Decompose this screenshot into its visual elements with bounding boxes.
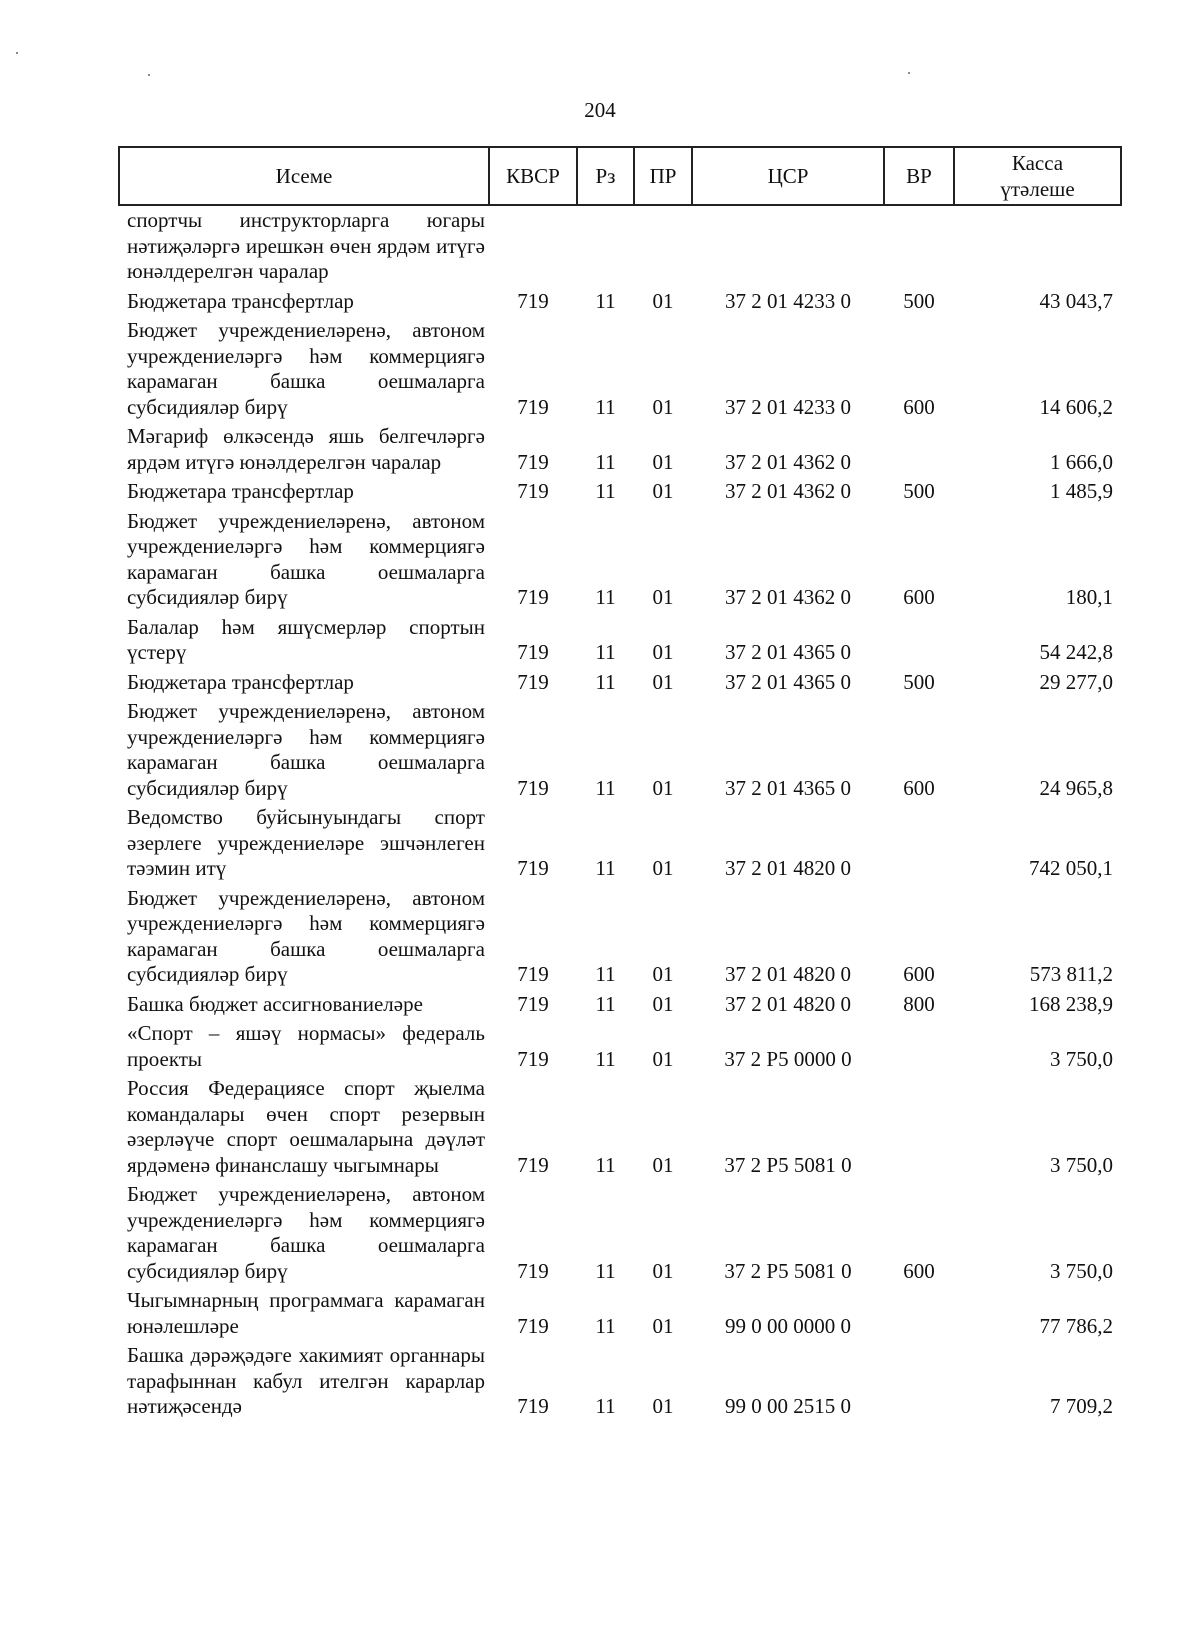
table-row bbox=[119, 670, 1121, 700]
cell-sum: 3 750,0 bbox=[1050, 1152, 1113, 1177]
cell-name: Бюджет учреждениеләренә, автоном учреждениеләргә һәм коммерциягә карамаган башка оешмаларга субсидияләр бирү bbox=[127, 508, 485, 609]
cell-csr: 37 2 01 4365 0 bbox=[725, 669, 851, 694]
cell-sum: 573 811,2 bbox=[1029, 962, 1113, 986]
table-row bbox=[119, 1343, 1121, 1424]
cell-csr: 37 2 01 4362 0 bbox=[725, 449, 851, 474]
cell-pr: 01 bbox=[652, 1152, 674, 1177]
cell-csr: 37 2 01 4233 0 bbox=[725, 394, 851, 419]
cell-vr: 600 bbox=[903, 962, 935, 986]
cell-pr: 01 bbox=[652, 1394, 674, 1418]
cell-sum: 14 606,2 bbox=[1039, 394, 1113, 419]
table-row bbox=[119, 479, 1121, 509]
cell-name: «Спорт – яшәү нормасы» федераль проекты bbox=[127, 1021, 485, 1071]
cell-pr: 01 bbox=[652, 991, 674, 1016]
cell-rz: 11 bbox=[595, 991, 616, 1016]
cell-name: Балалар һәм яшүсмерләр спортын үстерү bbox=[127, 614, 485, 664]
cell-vr: 800 bbox=[903, 991, 935, 1016]
cell-sum: 1 485,9 bbox=[1050, 479, 1113, 503]
cell-pr: 01 bbox=[652, 449, 674, 474]
cell-vr: 500 bbox=[903, 288, 935, 313]
cell-kvsr: 719 bbox=[517, 288, 549, 313]
header-sum-line2: үтәлеше bbox=[1000, 177, 1075, 201]
cell-pr: 01 bbox=[652, 1046, 674, 1071]
cell-csr: 37 2 P5 5081 0 bbox=[724, 1152, 852, 1177]
cell-sum: 43 043,7 bbox=[1039, 288, 1113, 313]
cell-kvsr: 719 bbox=[517, 962, 549, 986]
cell-sum: 24 965,8 bbox=[1039, 775, 1113, 800]
table-row bbox=[119, 699, 1121, 805]
cell-sum: 180,1 bbox=[1065, 585, 1113, 609]
cell-csr: 99 0 00 0000 0 bbox=[725, 1313, 851, 1338]
table-row bbox=[119, 205, 1121, 289]
table-row bbox=[119, 509, 1121, 615]
cell-rz: 11 bbox=[595, 1313, 616, 1338]
cell-vr: 500 bbox=[903, 669, 935, 694]
cell-rz: 11 bbox=[595, 856, 616, 880]
cell-name: Бюджетара трансфертлар bbox=[127, 288, 354, 313]
cell-pr: 01 bbox=[652, 856, 674, 880]
cell-rz: 11 bbox=[595, 1152, 616, 1177]
cell-sum bbox=[954, 205, 1121, 289]
cell-vr: 600 bbox=[903, 585, 935, 609]
header-rz: Рз bbox=[577, 147, 634, 205]
table-row bbox=[119, 289, 1121, 319]
cell-rz bbox=[577, 205, 634, 289]
cell-vr: 600 bbox=[903, 775, 935, 800]
cell-csr: 37 2 01 4362 0 bbox=[725, 585, 851, 609]
cell-name: Башка дәрәҗәдәге хакимият органнары тарафыннан кабул ителгән карарлар нәтиҗәсендә bbox=[127, 1343, 485, 1418]
cell-name: Ведомство буйсынуындагы спорт әзерлеге учреждениеләре эшчәнлеген тәэмин итү bbox=[127, 805, 485, 880]
cell-name: Мәгариф өлкәсендә яшь белгечләргә ярдәм итүгә юнәлдерелгән чаралар bbox=[127, 424, 485, 474]
cell-csr: 37 2 01 4233 0 bbox=[725, 288, 851, 313]
cell-sum: 1 666,0 bbox=[1050, 449, 1113, 474]
cell-kvsr: 719 bbox=[517, 1394, 549, 1418]
cell-name: Башка бюджет ассигнованиеләре bbox=[127, 991, 423, 1016]
cell-rz: 11 bbox=[595, 479, 616, 503]
cell-vr bbox=[884, 1021, 954, 1076]
cell-kvsr: 719 bbox=[517, 479, 549, 503]
budget-table bbox=[118, 146, 1122, 1424]
cell-pr: 01 bbox=[652, 669, 674, 694]
cell-kvsr: 719 bbox=[517, 856, 549, 880]
cell-csr: 37 2 P5 5081 0 bbox=[724, 1258, 852, 1283]
cell-rz: 11 bbox=[595, 640, 616, 664]
cell-pr bbox=[634, 205, 692, 289]
header-pr: ПР bbox=[634, 147, 692, 205]
cell-csr: 37 2 01 4820 0 bbox=[725, 991, 851, 1016]
cell-vr: 600 bbox=[903, 394, 935, 419]
header-csr: ЦСР bbox=[692, 147, 884, 205]
cell-pr: 01 bbox=[652, 394, 674, 419]
cell-pr: 01 bbox=[652, 962, 674, 986]
table-body bbox=[119, 205, 1121, 1424]
cell-kvsr: 719 bbox=[517, 991, 549, 1016]
cell-sum: 29 277,0 bbox=[1039, 669, 1113, 694]
cell-pr: 01 bbox=[652, 640, 674, 664]
cell-name: Бюджет учреждениеләренә, автоном учреждениеләргә һәм коммерциягә карамаган башка оешмаларга субсидияләр бирү bbox=[127, 885, 485, 986]
cell-kvsr: 719 bbox=[517, 775, 549, 800]
cell-vr bbox=[884, 615, 954, 670]
cell-sum: 168 238,9 bbox=[1029, 991, 1113, 1016]
cell-kvsr: 719 bbox=[517, 640, 549, 664]
cell-kvsr bbox=[489, 205, 577, 289]
page-number: 204 bbox=[584, 98, 616, 122]
table-row bbox=[119, 992, 1121, 1022]
cell-name: Бюджетара трансфертлар bbox=[127, 479, 354, 503]
cell-vr bbox=[884, 205, 954, 289]
table-row bbox=[119, 805, 1121, 886]
cell-csr: 37 2 01 4362 0 bbox=[725, 479, 851, 503]
header-row bbox=[119, 147, 1121, 205]
cell-pr: 01 bbox=[652, 1258, 674, 1283]
cell-rz: 11 bbox=[595, 585, 616, 609]
cell-vr bbox=[884, 1076, 954, 1182]
cell-name: Бюджет учреждениеләренә, автоном учреждениеләргә һәм коммерциягә карамаган башка оешмаларга субсидияләр бирү bbox=[127, 1182, 485, 1283]
cell-sum: 7 709,2 bbox=[1050, 1394, 1113, 1418]
table-row bbox=[119, 1182, 1121, 1288]
table-row bbox=[119, 424, 1121, 479]
cell-rz: 11 bbox=[595, 1258, 616, 1283]
table-row bbox=[119, 886, 1121, 992]
cell-name: спортчы инструкторларга югары нәтиҗәләргә ирешкән өчен ярдәм итүгә юнәлдерелгән чаралар bbox=[127, 208, 485, 283]
cell-rz: 11 bbox=[595, 288, 616, 313]
table-header bbox=[119, 147, 1121, 205]
cell-rz: 11 bbox=[595, 962, 616, 986]
cell-kvsr: 719 bbox=[517, 394, 549, 419]
cell-rz: 11 bbox=[595, 669, 616, 694]
header-sum-line1: Касса bbox=[1011, 151, 1064, 175]
cell-vr bbox=[884, 1288, 954, 1343]
cell-rz: 11 bbox=[595, 394, 616, 419]
cell-name: Бюджет учреждениеләренә, автоном учреждениеләргә һәм коммерциягә карамаган башка оешмаларга субсидияләр бирү bbox=[127, 318, 485, 419]
budget-table-container bbox=[118, 146, 1120, 1424]
cell-kvsr: 719 bbox=[517, 669, 549, 694]
cell-pr: 01 bbox=[652, 775, 674, 800]
cell-csr: 37 2 P5 0000 0 bbox=[724, 1046, 852, 1071]
header-sum bbox=[954, 147, 1121, 205]
cell-rz: 11 bbox=[595, 775, 616, 800]
cell-kvsr: 719 bbox=[517, 585, 549, 609]
header-kvsr: КВСР bbox=[489, 147, 577, 205]
cell-csr: 37 2 01 4365 0 bbox=[725, 640, 851, 664]
cell-sum: 54 242,8 bbox=[1039, 640, 1113, 664]
cell-rz: 11 bbox=[595, 1394, 616, 1418]
cell-pr: 01 bbox=[652, 288, 674, 313]
cell-kvsr: 719 bbox=[517, 1152, 549, 1177]
cell-sum: 77 786,2 bbox=[1039, 1313, 1113, 1338]
cell-sum: 3 750,0 bbox=[1050, 1046, 1113, 1071]
cell-kvsr: 719 bbox=[517, 1046, 549, 1071]
cell-csr: 37 2 01 4365 0 bbox=[725, 775, 851, 800]
table-row bbox=[119, 615, 1121, 670]
table-row bbox=[119, 1021, 1121, 1076]
cell-name: Чыгымнарның программага карамаган юнәлешләре bbox=[127, 1288, 485, 1338]
table-row bbox=[119, 1076, 1121, 1182]
cell-pr: 01 bbox=[652, 585, 674, 609]
table-row bbox=[119, 318, 1121, 424]
cell-sum: 3 750,0 bbox=[1050, 1258, 1113, 1283]
header-vr: ВР bbox=[884, 147, 954, 205]
cell-vr bbox=[884, 424, 954, 479]
cell-kvsr: 719 bbox=[517, 1258, 549, 1283]
header-name: Исеме bbox=[119, 147, 489, 205]
table-row bbox=[119, 1288, 1121, 1343]
cell-name: Россия Федерациясе спорт җыелма командалары өчен спорт резервын әзерләүче спорт оешмаларына дәүләт ярдәменә финанслашу чыгымнары bbox=[127, 1076, 485, 1177]
cell-csr bbox=[692, 205, 884, 289]
cell-sum: 742 050,1 bbox=[1029, 856, 1113, 880]
cell-vr bbox=[884, 1343, 954, 1424]
cell-kvsr: 719 bbox=[517, 449, 549, 474]
cell-vr: 500 bbox=[903, 479, 935, 503]
cell-name: Бюджетара трансфертлар bbox=[127, 669, 354, 694]
cell-rz: 11 bbox=[595, 449, 616, 474]
cell-csr: 99 0 00 2515 0 bbox=[725, 1394, 851, 1418]
cell-pr: 01 bbox=[652, 479, 674, 503]
cell-csr: 37 2 01 4820 0 bbox=[725, 856, 851, 880]
cell-pr: 01 bbox=[652, 1313, 674, 1338]
cell-kvsr: 719 bbox=[517, 1313, 549, 1338]
cell-vr: 600 bbox=[903, 1258, 935, 1283]
cell-csr: 37 2 01 4820 0 bbox=[725, 962, 851, 986]
cell-rz: 11 bbox=[595, 1046, 616, 1071]
cell-name: Бюджет учреждениеләренә, автоном учреждениеләргә һәм коммерциягә карамаган башка оешмаларга субсидияләр бирү bbox=[127, 699, 485, 800]
cell-vr bbox=[884, 805, 954, 886]
